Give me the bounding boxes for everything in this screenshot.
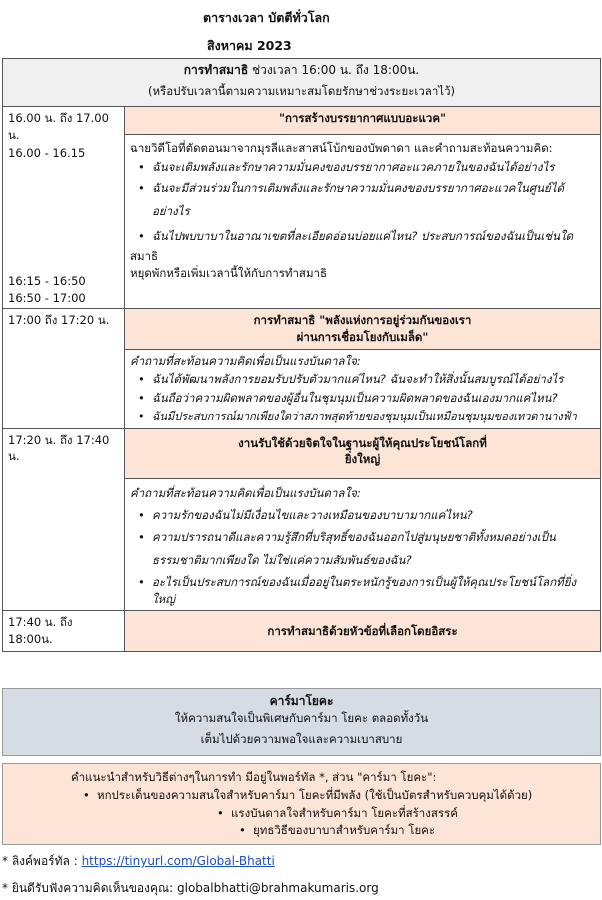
list-item: • ความรักของฉันไม่มีเงื่อนไขและวางเหมือนของบาบามากแค่ไหน?	[136, 507, 595, 524]
tips-box	[2, 763, 601, 845]
tips-item-text: หกประเด็นของความสนใจสำหรับคาร์มา โยคะที่มีพลัง (ใช้เป็นบัตรสำหรับควบคุมได้ด้วย)	[97, 787, 533, 802]
list-item: • ฉันได้พัฒนาพลังการยอมรับปรับตัวมากแค่ไหน? ฉันจะทำให้สิ่งนั้นสมบูรณ์ได้อย่างไร	[136, 371, 595, 388]
bullet-icon: •	[217, 805, 224, 820]
tips-intro: คำแนะนำสำหรับวิธีต่างๆในการทำ มีอยู่ในพอร์ทัล *, ส่วน "คาร์มา โยคะ":	[71, 770, 437, 784]
karma-line3: เต็มไปด้วยความพอใจและความเบาสบาย	[200, 732, 403, 747]
schedule-table	[2, 58, 601, 652]
intro-note: (หรือปรับเวลานี้ตามความเหมาะสมโดยรักษาช่วงระยะเวลาไว้)	[147, 84, 456, 99]
list-item: • อะไรเป็นประสบการณ์ของฉันเมื่ออยู่ในตระหนักรู้ของการเป็นผู้ให้คุณประโยชน์โลกที่ยิ่งใหญ่	[136, 574, 595, 607]
list-item: • ฉันจะเติมพลังและรักษาความมั่นคงของบรรยากาศอะแวคภายในของฉันได้อย่างไร	[136, 159, 595, 176]
section3-heading-line2: ยิ่งใหญ่	[344, 452, 381, 467]
document-month: สิงหาคม 2023	[207, 38, 292, 53]
section2-heading-cell	[125, 309, 601, 349]
section1-heading: "การสร้างบรรยากาศแบบอะแวค"	[278, 111, 447, 125]
section2-heading-line1: การทำสมาธิ "พลังแห่งการอยู่ร่วมกันของเรา	[253, 313, 472, 328]
section3-body-cell	[125, 478, 601, 611]
email-line	[2, 879, 379, 898]
section1-subtime: 16.00 - 16.15	[8, 146, 86, 161]
section2-header-row	[3, 309, 601, 349]
list-item: • ฉันไปพบบาบาในอาณาเขตที่ละเอียดอ่อนบ่อยแค่ไหน? ประสบการณ์ของฉันเป็นเช่นใด	[136, 225, 595, 248]
portal-label: * ลิงค์พอร์ทัล :	[2, 854, 82, 868]
tips-item-text: ยุทธวิธีของบาบาสำหรับคาร์มา โยคะ	[253, 823, 436, 838]
portal-link[interactable]: https://tinyurl.com/Global-Bhatti	[81, 854, 275, 868]
section1-time2: 16:15 - 16:50	[8, 274, 86, 289]
section4-time: 17:40 น. ถึง 18:00น.	[8, 615, 73, 647]
section3-heading-cell	[125, 428, 601, 478]
section2-body-cell	[125, 349, 601, 428]
list-item	[13, 805, 590, 823]
karma-line2: ให้ความสนใจเป็นพิเศษกับคาร์มา โยคะ ตลอดทั้งวัน	[174, 711, 429, 725]
intro-time: ช่วงเวลา 16:00 น. ถึง 18:00น.	[248, 63, 420, 77]
section3-time: 17:20 น. ถึง 17:40 น.	[8, 432, 110, 464]
section2-question-label: คำถามที่สะท้อนความคิดเพื่อเป็นแรงบันดาลใจ:	[130, 353, 361, 368]
section1-label3: หยุดพักหรือเพิ่มเวลานี้ให้กับการทำสมาธิ	[130, 266, 328, 281]
list-item: • ฉันมีประสบการณ์มากเพียงใดว่าสภาพสุดท้ายของชุมนุมเป็นเหมือนชุมนุมของเทวดานางฟ้า	[136, 409, 595, 425]
list-item	[13, 822, 590, 840]
section1-heading-cell	[125, 107, 601, 135]
tips-item-text: แรงบันดาลใจสำหรับคาร์มา โยคะที่สร้างสรรค์	[231, 805, 458, 820]
section2-heading-line2: ผ่านการเชื่อมโยงกับเมล็ด"	[296, 330, 429, 345]
section3-bullets	[136, 507, 595, 607]
section1-time3: 16:50 - 17:00	[8, 290, 86, 305]
intro-bold: การทำสมาธิ	[183, 63, 249, 77]
email-label: * ยินดีรับฟังความคิดเห็นของคุณ:	[2, 881, 177, 895]
intro-row	[3, 59, 601, 107]
section4-heading-cell	[125, 611, 601, 651]
section3-question-label: คำถามที่สะท้อนความคิดเพื่อเป็นแรงบันดาลใจ:	[130, 485, 361, 500]
list-item: • ฉันจะมีส่วนร่วมในการเติมพลังและรักษาความมั่นคงของบรรยากาศอะแวคในศูนย์ได้อย่างไร	[136, 177, 595, 223]
section1-time: 16.00 น. ถึง 17.00 น.	[8, 111, 109, 142]
section2-time: 17:00 ถึง 17:20 น.	[8, 313, 110, 328]
karma-yoga-box	[2, 688, 601, 756]
intro-cell	[3, 59, 601, 107]
section2-time-cell	[3, 309, 125, 428]
list-item: • ความปรารถนาดีและความรู้สึกที่บริสุทธิ์ของฉันออกไปสู่มนุษยชาติทั้งหมดอย่างเป็นธรรมชาติมากเพียงใด ไม่ใช่แค่ความสัมพันธ์ของฉัน?	[136, 526, 595, 572]
section3-heading-line1: งานรับใช้ด้วยจิตใจในฐานะผู้ให้คุณประโยชน์โลกที่	[238, 435, 487, 450]
list-item: • ฉันถือว่าความผิดพลาดของผู้อื่นในชุมนุมเป็นความผิดพลาดของฉันเองมากแค่ไหน?	[136, 390, 595, 407]
bullet-icon: •	[239, 823, 246, 838]
portal-line	[2, 852, 275, 871]
section1-label2: สมาธิ	[130, 249, 159, 264]
section1-time-cell	[3, 107, 125, 309]
section1-body-cell	[125, 135, 601, 309]
section1-desc: ฉายวิดีโอที่ตัดตอนมาจากมุรลีและสาสน์โบ้กของบัพดาดา และคำถามสะท้อนความคิด:	[130, 141, 553, 155]
section1-bullets	[136, 159, 595, 249]
section3-time-cell	[3, 428, 125, 611]
karma-title: คาร์มาโยคะ	[269, 694, 334, 708]
section2-bullets	[136, 371, 595, 424]
section4-time-cell	[3, 611, 125, 651]
list-item	[13, 787, 590, 805]
email-address[interactable]: globalbhatti@brahmakumaris.org	[177, 881, 379, 895]
section1-header-row	[3, 107, 601, 135]
bullet-icon: •	[83, 787, 90, 802]
section4-heading: การทำสมาธิด้วยหัวข้อที่เลือกโดยอิสระ	[267, 623, 458, 638]
section4-row	[3, 611, 601, 651]
section3-header-row	[3, 428, 601, 478]
document-title: ตารางเวลา บัตตีทั่วโลก	[203, 10, 330, 25]
